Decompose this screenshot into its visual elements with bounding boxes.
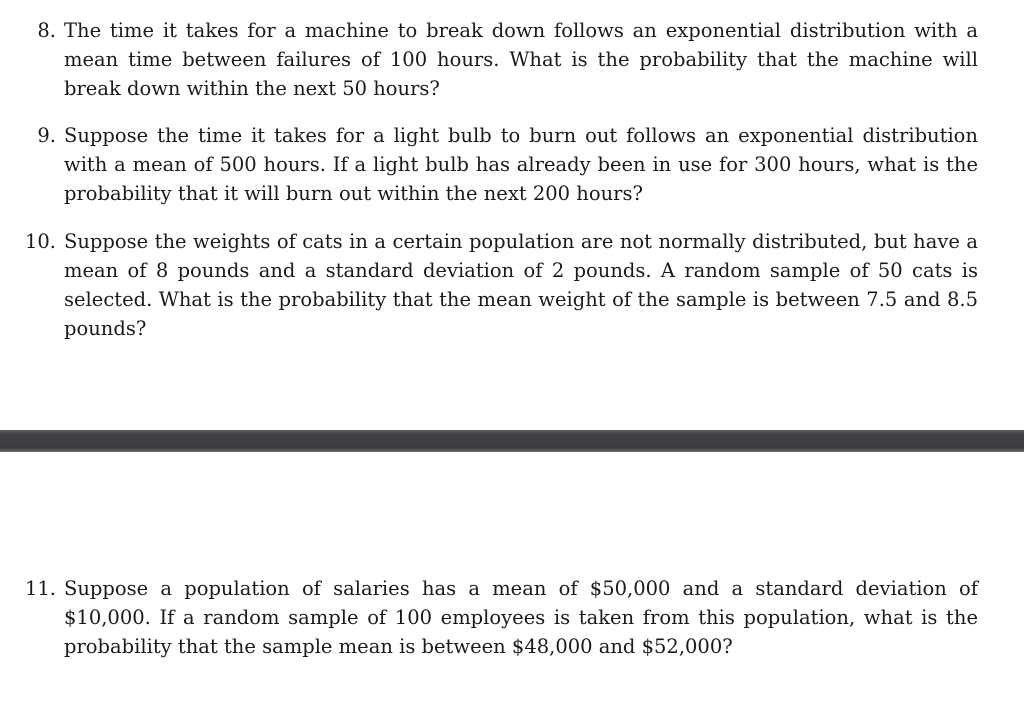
question-text: Suppose the time it takes for a light bulb to burn out follows an exponential distribution with a mean of 500 hours. If a light bulb has already been in use for 300 hours, what is the probability that it will burn out within the next 200 hours?	[64, 124, 978, 205]
question-number: 8.	[37, 19, 56, 42]
question-number: 11.	[24, 577, 56, 600]
question-number: 9.	[37, 124, 56, 147]
page-separator	[0, 430, 1024, 452]
question-text: The time it takes for a machine to break down follows an exponential distribution with a mean time between failures of 100 hours. What is the probability that the machine will break down within the next 50 hours?	[64, 19, 978, 100]
question-text: Suppose a population of salaries has a mean of $50,000 and a standard deviation of $10,000. If a random sample of 100 employees is taken from this population, what is the probability that the sample mean is between $48,000 and $52,000?	[64, 577, 978, 658]
question-number: 10.	[24, 230, 56, 253]
question-text: Suppose the weights of cats in a certain population are not normally distributed, but have a mean of 8 pounds and a standard deviation of 2 pounds. A random sample of 50 cats is selected. What is the probability that the mean weight of the sample is between 7.5 and 8.5 pounds?	[64, 230, 978, 340]
